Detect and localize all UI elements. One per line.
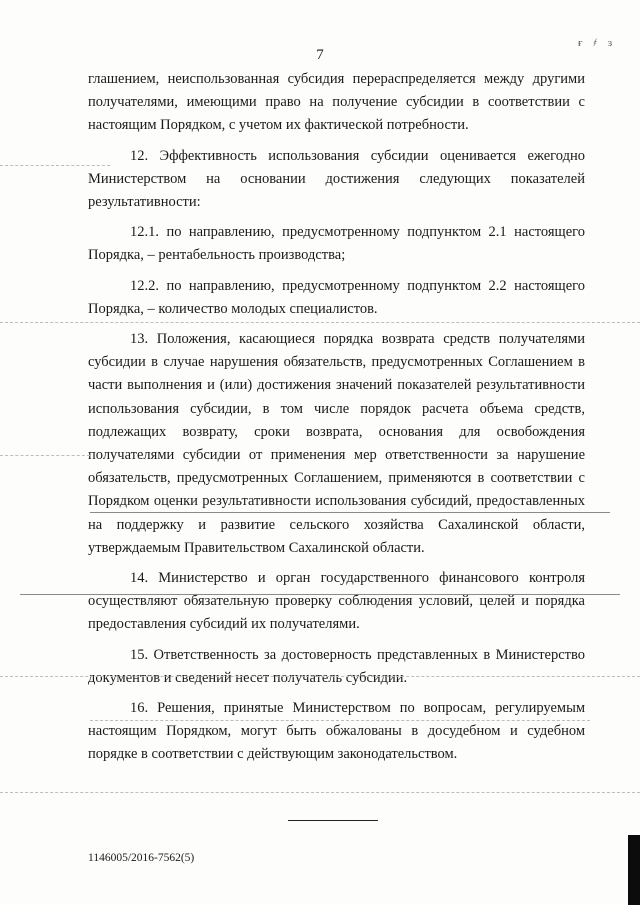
paragraph-12: 12. Эффективность использования субсидии оценивается ежегодно Министерством на основании достижения следующих показателей результативности: [88,147,585,211]
page-number: 7 [316,47,324,63]
paragraph-14: 14. Министерство и орган государственного финансового контроля осуществляют обязательную проверку соблюдения условий, целей и порядка предоставления субсидий их получателями. [88,570,585,633]
scan-artifact-line [90,512,610,513]
paragraph-13: 13. Положения, касающиеся порядка возврата средств получателями субсидии в случае нарушения обязательств, предусмотренных Соглашением в части выполнения и (или) достижения значений показателей результативности использования субсидии, в том числе порядок расчета объема средств, подлежащих возврату, сроки возврата, основания для освобождения получателями субсидии от применения мер ответственности за нарушение обязательств, предусмотренных Соглашением, применяются в соответствии с Порядком оценки результативности использования субсидий, предоставленных на поддержку и развитие сельского хозяйства Сахалинской области, утверждаемым Правительством Сахалинской области. [88,331,585,556]
center-divider-rule [288,820,378,821]
scan-artifact-line [0,676,640,677]
scan-edge-bar [628,835,640,905]
scan-artifact-line [20,594,620,595]
document-registration-code: 1146005/2016-7562(5) [88,852,195,864]
paragraph-16: 16. Решения, принятые Министерством по вопросам, регулируемым настоящим Порядком, могут быть обжалованы в досудебном и судебном порядке в соответствии с действующим законодательством. [88,700,585,763]
scan-artifact-line [0,322,640,323]
paragraph-12-1: 12.1. по направлению, предусмотренному подпунктом 2.1 настоящего Порядка, – рентабельность производства; [88,224,585,264]
paragraph-continuation: глашением, неиспользованная субсидия перераспределяется между другими получателями, имеющими право на получение субсидии в соответствии с настоящим Порядком, с учетом их фактической потребности. [88,71,585,134]
scan-artifact-line [0,455,90,456]
document-body [88,68,585,767]
corner-scan-mark: ғ ҂ ɜ [578,37,617,49]
scan-artifact-line [0,792,640,793]
scan-artifact-line [0,165,110,166]
scan-artifact-line [90,720,590,721]
paragraph-12-2: 12.2. по направлению, предусмотренному подпунктом 2.2 настоящего Порядка, – количество молодых специалистов. [88,277,585,317]
paragraph-15: 15. Ответственность за достоверность представленных в Министерство документов и сведений несет получатель субсидии. [88,646,585,686]
